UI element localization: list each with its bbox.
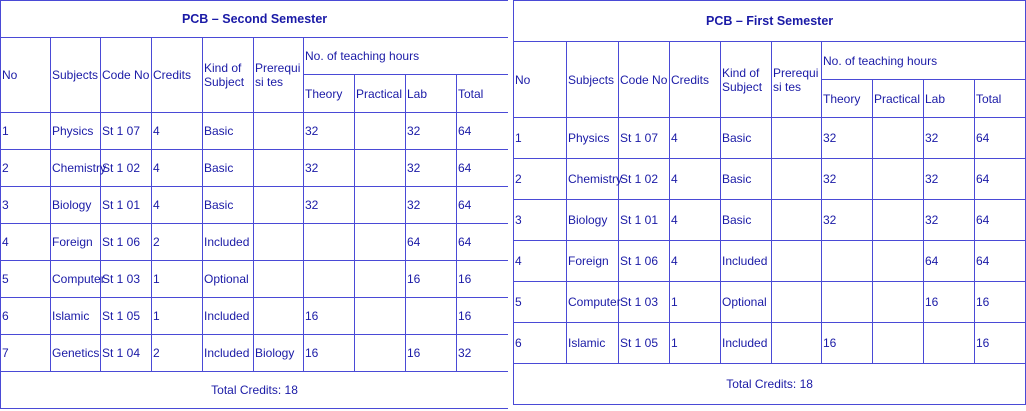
cell-no: 4 [514, 241, 567, 282]
cell-prereq [772, 241, 822, 282]
cell-credits: 1 [152, 298, 203, 335]
cell-total: 64 [457, 187, 509, 224]
header-credits: Credits [152, 38, 203, 113]
right-semester-grid [513, 0, 1026, 405]
table-row [1, 335, 509, 372]
cell-total: 64 [975, 118, 1026, 159]
table-title: PCB – First Semester [514, 1, 1026, 42]
cell-prereq [254, 113, 304, 150]
cell-practical [355, 261, 406, 298]
header-total: Total [457, 75, 509, 113]
header-teaching-hours: No. of teaching hours [304, 38, 509, 75]
cell-theory: 32 [822, 200, 873, 241]
cell-prereq [254, 261, 304, 298]
cell-no: 1 [1, 113, 51, 150]
header-lab: Lab [406, 75, 457, 113]
cell-kind: Included [203, 224, 254, 261]
cell-theory: 32 [304, 187, 355, 224]
table-row [1, 150, 509, 187]
cell-no: 5 [514, 282, 567, 323]
table-row [514, 282, 1026, 323]
cell-credits: 2 [152, 224, 203, 261]
cell-no: 4 [1, 224, 51, 261]
header-lab: Lab [924, 80, 975, 118]
table-row [514, 159, 1026, 200]
cell-practical [355, 150, 406, 187]
left-semester-grid [0, 0, 509, 409]
cell-credits: 4 [670, 159, 721, 200]
cell-code: St 1 01 [101, 187, 152, 224]
cell-no: 3 [514, 200, 567, 241]
table-row [1, 224, 509, 261]
cell-credits: 2 [152, 335, 203, 372]
header-no: No [1, 38, 51, 113]
cell-no: 1 [514, 118, 567, 159]
cell-lab: 64 [406, 224, 457, 261]
table-row [514, 241, 1026, 282]
footer-row [514, 364, 1026, 405]
cell-total: 16 [457, 261, 509, 298]
cell-lab [924, 323, 975, 364]
cell-code: St 1 03 [101, 261, 152, 298]
cell-prereq [254, 150, 304, 187]
cell-subject: Physics [567, 118, 619, 159]
cell-kind: Basic [721, 118, 772, 159]
header-prereq: Prerequisi tes [254, 38, 304, 113]
cell-prereq [772, 118, 822, 159]
cell-lab: 32 [924, 159, 975, 200]
table-row [514, 323, 1026, 364]
cell-subject: Chemistry [567, 159, 619, 200]
cell-theory: 32 [304, 113, 355, 150]
header-subjects: Subjects [51, 38, 101, 113]
cell-lab [406, 298, 457, 335]
table-row [1, 298, 509, 335]
cell-prereq [254, 224, 304, 261]
cell-kind: Included [203, 298, 254, 335]
header-practical: Practical [355, 75, 406, 113]
cell-practical [873, 323, 924, 364]
cell-code: St 1 01 [619, 200, 670, 241]
cell-no: 5 [1, 261, 51, 298]
cell-no: 6 [514, 323, 567, 364]
cell-code: St 1 04 [101, 335, 152, 372]
cell-theory: 16 [822, 323, 873, 364]
cell-credits: 1 [152, 261, 203, 298]
cell-total: 64 [457, 113, 509, 150]
cell-practical [355, 187, 406, 224]
cell-theory [304, 261, 355, 298]
header-kind: Kind of Subject [203, 38, 254, 113]
cell-practical [873, 241, 924, 282]
cell-code: St 1 02 [619, 159, 670, 200]
cell-subject: Chemistry [51, 150, 101, 187]
cell-kind: Basic [203, 187, 254, 224]
cell-subject: Computer [567, 282, 619, 323]
cell-theory: 16 [304, 335, 355, 372]
header-subjects: Subjects [567, 42, 619, 118]
cell-kind: Basic [203, 113, 254, 150]
cell-theory [822, 282, 873, 323]
header-kind: Kind of Subject [721, 42, 772, 118]
cell-credits: 4 [152, 113, 203, 150]
cell-code: St 1 06 [101, 224, 152, 261]
cell-practical [355, 335, 406, 372]
cell-no: 7 [1, 335, 51, 372]
cell-prereq [772, 282, 822, 323]
cell-prereq [772, 159, 822, 200]
cell-subject: Islamic [51, 298, 101, 335]
cell-no: 2 [1, 150, 51, 187]
cell-total: 32 [457, 335, 509, 372]
cell-prereq [772, 323, 822, 364]
cell-kind: Included [203, 335, 254, 372]
header-row [1, 38, 509, 75]
cell-lab: 64 [924, 241, 975, 282]
cell-subject: Biology [567, 200, 619, 241]
cell-prereq [254, 187, 304, 224]
table-title: PCB – Second Semester [1, 1, 509, 38]
header-theory: Theory [822, 80, 873, 118]
cell-kind: Basic [203, 150, 254, 187]
cell-total: 16 [457, 298, 509, 335]
cell-subject: Biology [51, 187, 101, 224]
cell-code: St 1 06 [619, 241, 670, 282]
cell-total: 64 [975, 159, 1026, 200]
cell-code: St 1 05 [619, 323, 670, 364]
cell-practical [355, 298, 406, 335]
title-row [1, 1, 509, 38]
header-prereq: Prerequisi tes [772, 42, 822, 118]
cell-lab: 32 [924, 118, 975, 159]
cell-total: 64 [975, 200, 1026, 241]
title-row [514, 1, 1026, 42]
cell-subject: Islamic [567, 323, 619, 364]
cell-theory [822, 241, 873, 282]
cell-no: 6 [1, 298, 51, 335]
cell-credits: 4 [152, 150, 203, 187]
cell-prereq [254, 298, 304, 335]
table-row [514, 118, 1026, 159]
cell-practical [873, 159, 924, 200]
header-total: Total [975, 80, 1026, 118]
cell-kind: Optional [721, 282, 772, 323]
cell-credits: 4 [152, 187, 203, 224]
second-semester-table [0, 0, 508, 409]
cell-lab: 16 [406, 335, 457, 372]
cell-kind: Included [721, 241, 772, 282]
cell-credits: 4 [670, 200, 721, 241]
cell-total: 16 [975, 282, 1026, 323]
table-row [514, 200, 1026, 241]
cell-subject: Physics [51, 113, 101, 150]
header-no: No [514, 42, 567, 118]
cell-credits: 1 [670, 323, 721, 364]
cell-lab: 32 [406, 113, 457, 150]
header-code: Code No [619, 42, 670, 118]
cell-lab: 32 [406, 187, 457, 224]
cell-theory [304, 224, 355, 261]
cell-lab: 16 [924, 282, 975, 323]
header-code: Code No [101, 38, 152, 113]
cell-theory: 32 [822, 118, 873, 159]
header-teaching-hours: No. of teaching hours [822, 42, 1026, 80]
cell-code: St 1 07 [101, 113, 152, 150]
cell-subject: Foreign [51, 224, 101, 261]
footer-row [1, 372, 509, 409]
cell-practical [355, 113, 406, 150]
cell-code: St 1 03 [619, 282, 670, 323]
cell-kind: Included [721, 323, 772, 364]
cell-theory: 16 [304, 298, 355, 335]
cell-practical [873, 118, 924, 159]
cell-code: St 1 02 [101, 150, 152, 187]
cell-total: 16 [975, 323, 1026, 364]
cell-kind: Basic [721, 200, 772, 241]
table-row [1, 187, 509, 224]
cell-credits: 1 [670, 282, 721, 323]
cell-subject: Foreign [567, 241, 619, 282]
cell-no: 2 [514, 159, 567, 200]
total-credits: Total Credits: 18 [514, 364, 1026, 405]
cell-credits: 4 [670, 241, 721, 282]
cell-total: 64 [975, 241, 1026, 282]
first-semester-table [513, 0, 1024, 405]
cell-subject: Genetics [51, 335, 101, 372]
cell-prereq: Biology [254, 335, 304, 372]
cell-subject: Computer [51, 261, 101, 298]
cell-prereq [772, 200, 822, 241]
header-credits: Credits [670, 42, 721, 118]
total-credits: Total Credits: 18 [1, 372, 509, 409]
cell-kind: Optional [203, 261, 254, 298]
cell-theory: 32 [304, 150, 355, 187]
header-row [514, 42, 1026, 80]
cell-credits: 4 [670, 118, 721, 159]
cell-lab: 16 [406, 261, 457, 298]
cell-no: 3 [1, 187, 51, 224]
header-practical: Practical [873, 80, 924, 118]
cell-lab: 32 [924, 200, 975, 241]
cell-lab: 32 [406, 150, 457, 187]
table-row [1, 261, 509, 298]
cell-code: St 1 05 [101, 298, 152, 335]
cell-practical [873, 282, 924, 323]
cell-practical [355, 224, 406, 261]
header-theory: Theory [304, 75, 355, 113]
cell-total: 64 [457, 150, 509, 187]
table-row [1, 113, 509, 150]
cell-total: 64 [457, 224, 509, 261]
cell-kind: Basic [721, 159, 772, 200]
cell-practical [873, 200, 924, 241]
cell-theory: 32 [822, 159, 873, 200]
cell-code: St 1 07 [619, 118, 670, 159]
